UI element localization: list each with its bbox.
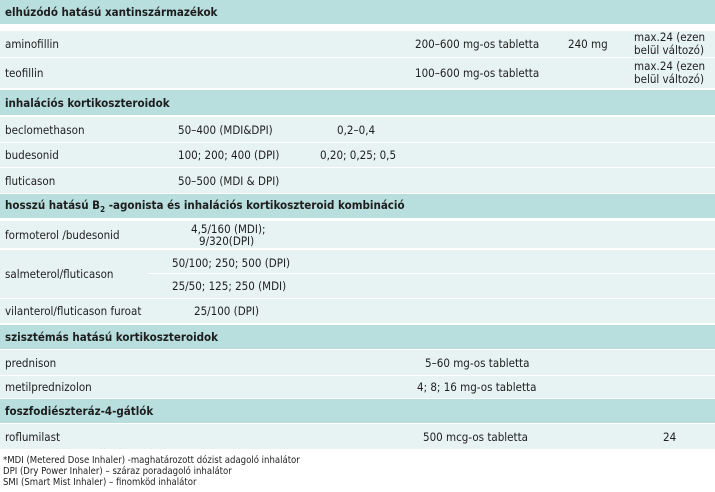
table-row — [0, 299, 715, 323]
max-dose-line1: max.24 (ezen — [634, 30, 706, 44]
max-dose-line2: belül változó) — [634, 43, 705, 57]
section-title: hosszú hatású $B_2$ -agonista és inhalációs kortikoszteroid kombináció — [5, 197, 405, 215]
table-row — [0, 376, 715, 398]
drug-name: vilanterol/fluticason furoat — [5, 304, 142, 318]
drug-name: roflumilast — [5, 429, 61, 444]
drug-name: budesonid — [5, 148, 59, 162]
drug-name: formoterol /budesonid — [5, 227, 120, 242]
inhaler-dose: 50–400 (MDI&DPI) — [178, 122, 273, 137]
drug-name: salmeterol/fluticason — [5, 267, 114, 281]
section-header-systemic — [0, 325, 715, 349]
section-header-xanthine — [0, 0, 715, 24]
table-row — [0, 350, 715, 375]
inhaler-dose-line1: 4,5/160 (MDI); — [191, 222, 266, 236]
section-header-pde4 — [0, 399, 715, 423]
inhaler-dose-line2: 9/320(DPI) — [199, 234, 255, 248]
table-row — [0, 143, 715, 167]
footnote-smi: SMI (Smart Mist Inhaler) – finomköd inhalátor — [3, 477, 197, 488]
table-row — [0, 250, 715, 298]
tablet-dose: 5–60 mg-os tabletta — [425, 355, 530, 370]
drug-name: teofillin — [5, 66, 44, 80]
footnote-dpi: DPI (Dry Power Inhaler) – száraz poradagoló inhalátor — [3, 466, 232, 477]
footnote-mdi: *MDI (Metered Dose Inhaler) -maghatározott dózist adagoló inhalátor — [3, 455, 300, 466]
section-title: inhalációs kortikoszteroidok — [5, 95, 170, 110]
tablet-dose: 500 mcg-os tabletta — [423, 429, 528, 444]
inhaler-dose-line2: 25/50; 125; 250 (MDI) — [172, 279, 287, 293]
inhaler-dose: 50–500 (MDI & DPI) — [178, 173, 280, 188]
section-header-combo — [0, 194, 715, 218]
tablet-dose: 4; 8; 16 mg-os tabletta — [417, 380, 537, 394]
drug-name: aminofillin — [5, 37, 59, 51]
max-dose-line2: belül változó) — [634, 72, 705, 86]
section-title: elhúzódó hatású xantinszármazékok — [5, 5, 218, 19]
inhaler-dose: 100; 200; 400 (DPI) — [178, 148, 280, 162]
table-row — [0, 168, 715, 193]
drug-name: fluticason — [5, 173, 56, 188]
section-title: foszfodiészteráz-4-gátlók — [5, 404, 154, 418]
table-row — [0, 221, 715, 248]
tablet-dose: 100–600 mg-os tabletta — [415, 66, 540, 80]
extra-dose: 0,20; 0,25; 0,5 — [320, 148, 397, 162]
inhaler-dose: 25/100 (DPI) — [194, 304, 260, 318]
row-divider — [148, 273, 715, 274]
dose-value: 240 mg — [568, 37, 608, 51]
table-row — [0, 58, 715, 88]
inhaler-dose-line1: 50/100; 250; 500 (DPI) — [172, 256, 291, 270]
max-dose-line1: max.24 (ezen — [634, 59, 706, 73]
table-row — [0, 424, 715, 449]
drug-name: beclomethason — [5, 122, 85, 137]
extra-dose: 0,2–0,4 — [337, 122, 376, 137]
table-row — [0, 31, 715, 57]
drug-name: prednison — [5, 355, 57, 370]
max-dose: 24 — [663, 429, 677, 444]
section-header-ics — [0, 90, 715, 115]
table-row — [0, 117, 715, 142]
section-title: szisztémás hatású kortikoszteroidok — [5, 330, 219, 344]
drug-name: metilprednizolon — [5, 380, 92, 394]
tablet-dose: 200–600 mg-os tabletta — [415, 37, 540, 51]
